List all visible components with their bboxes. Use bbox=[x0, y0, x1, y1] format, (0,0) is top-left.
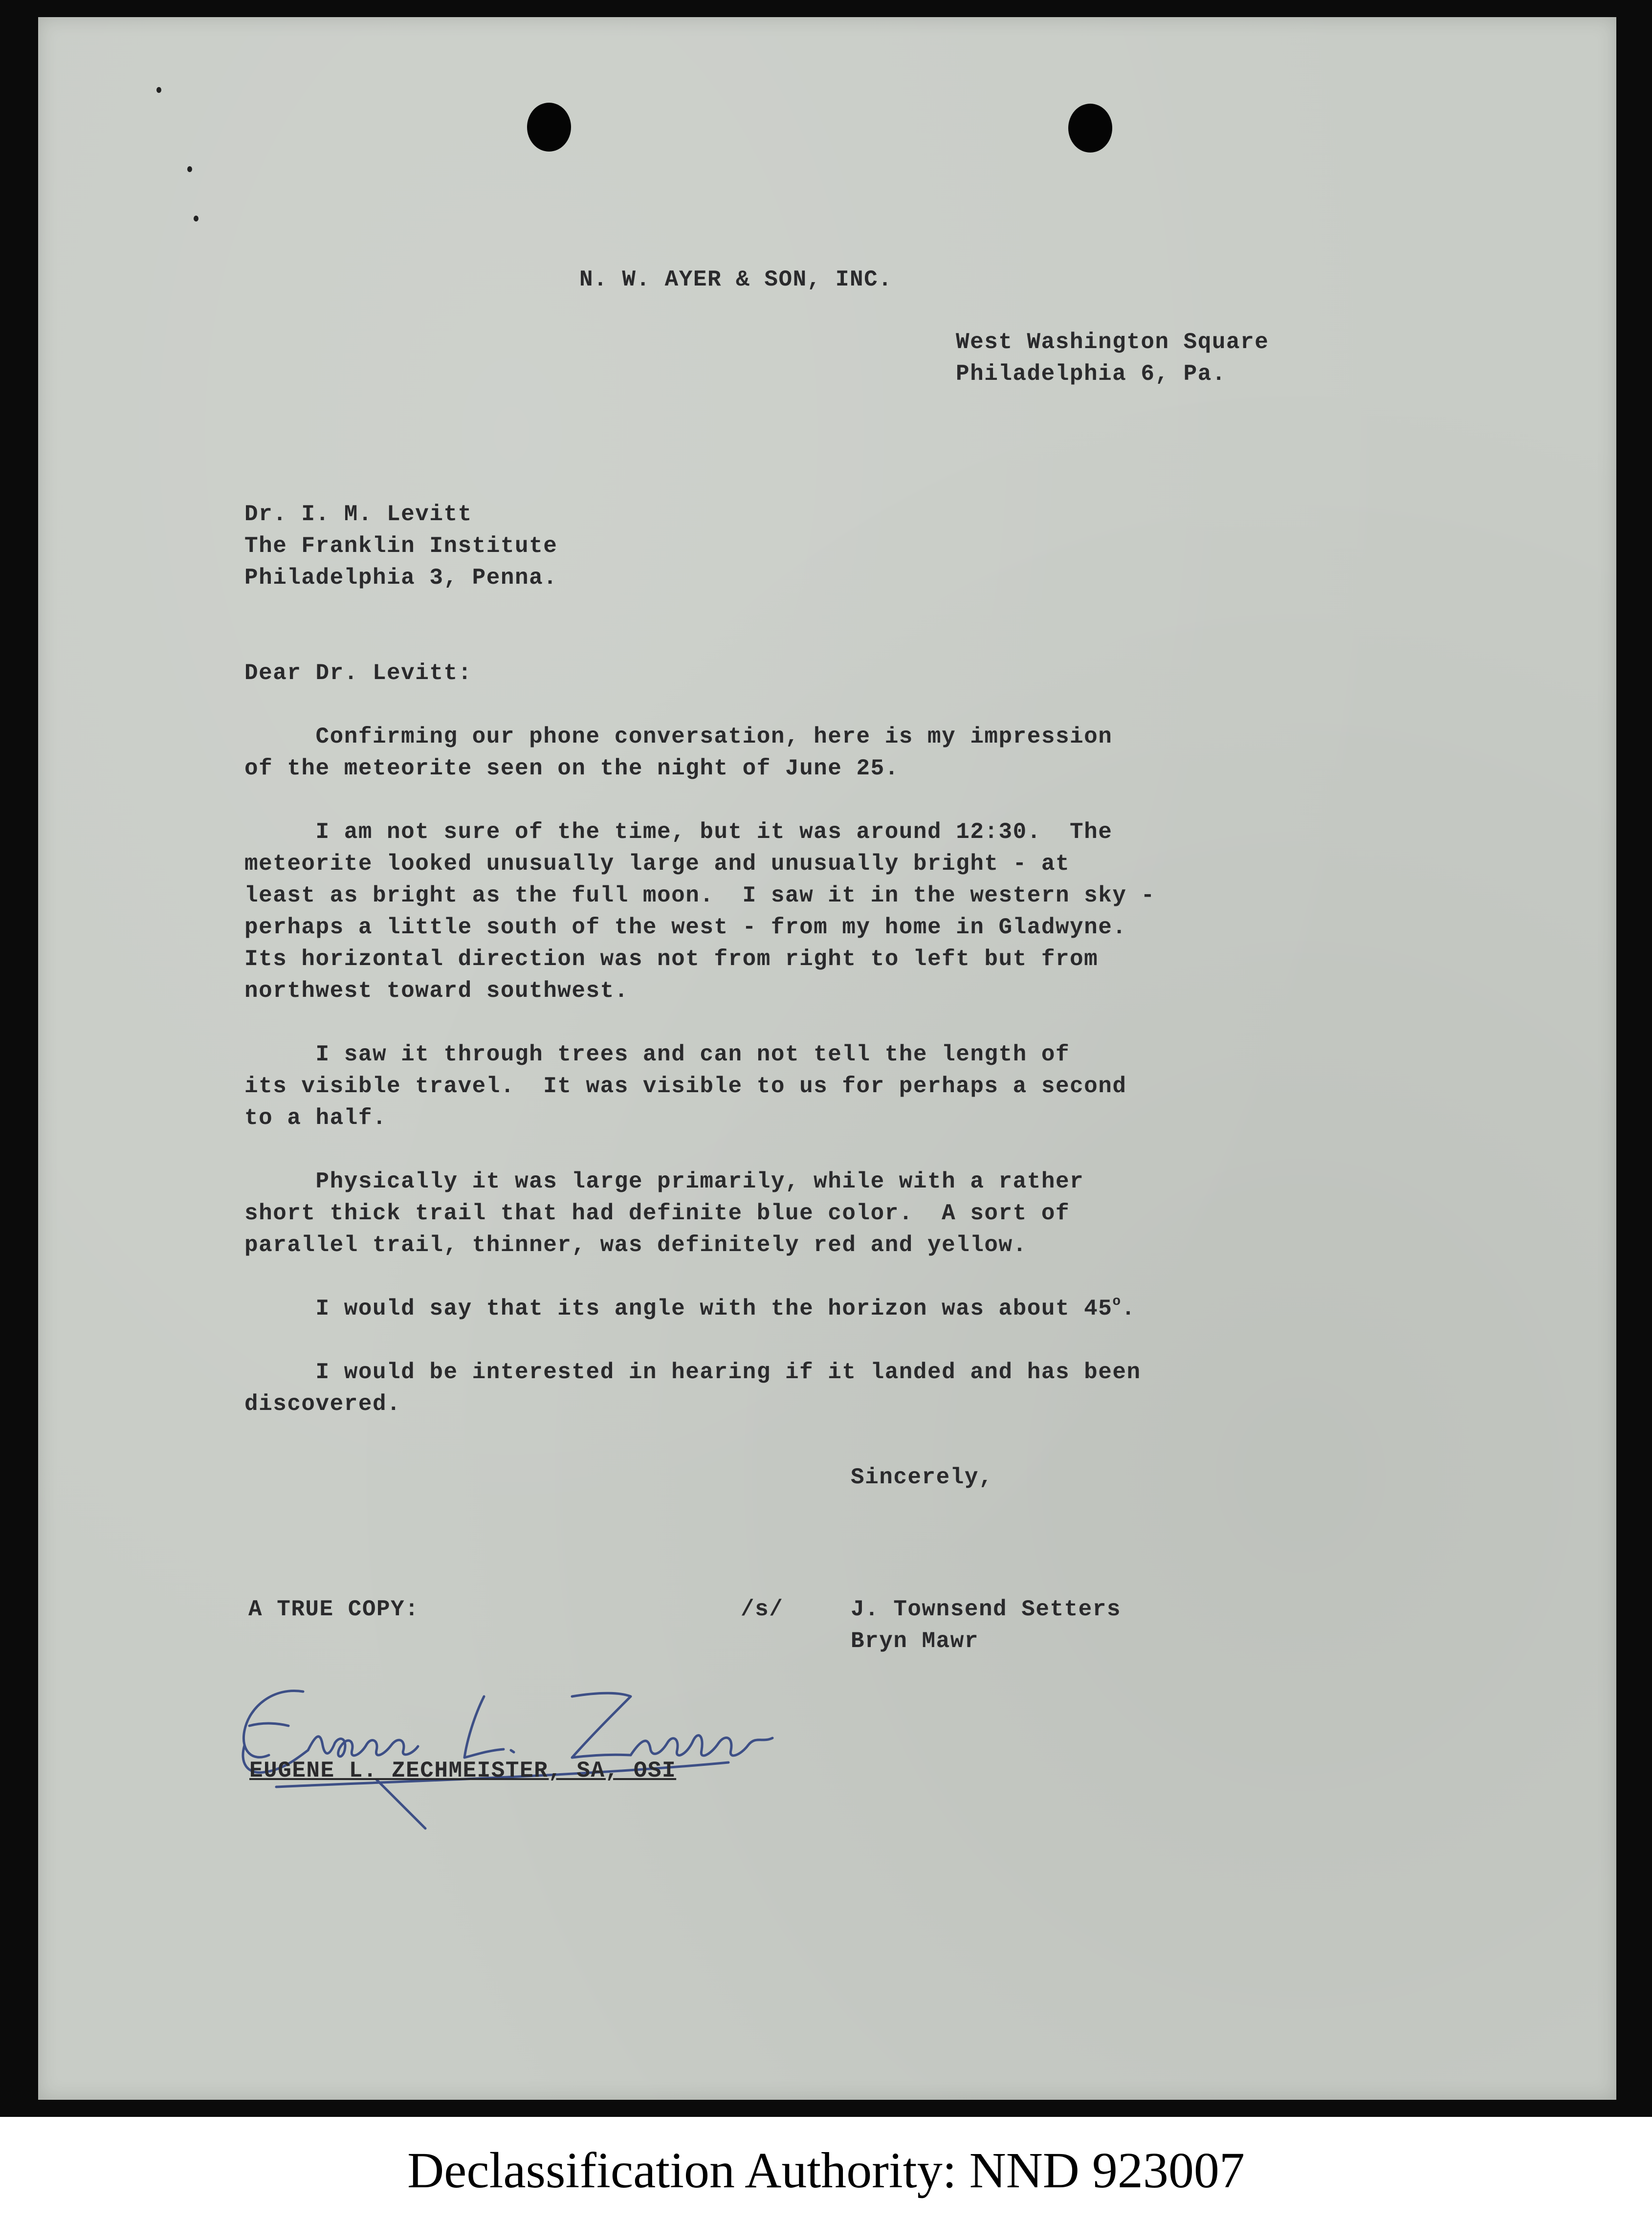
closing: Sincerely, bbox=[851, 1465, 993, 1490]
paragraph-line-end: . bbox=[1121, 1296, 1136, 1321]
paragraph-5 bbox=[244, 1293, 1136, 1325]
sender-address-city: Philadelphia 6, Pa. bbox=[956, 361, 1226, 387]
paragraph-line: I would be interested in hearing if it landed and has been bbox=[244, 1360, 1141, 1385]
certifier-name: EUGENE L. ZECHMEISTER, SA, OSI bbox=[249, 1758, 677, 1783]
punch-hole-left bbox=[527, 103, 571, 152]
declassification-caption: Declassification Authority: NND 923007 bbox=[407, 2142, 1245, 2199]
paragraph-line: perhaps a little south of the west - from my home in Gladwyne. bbox=[244, 915, 1127, 940]
paragraph-line: of the meteorite seen on the night of June 25. bbox=[244, 756, 899, 781]
recipient-city: Philadelphia 3, Penna. bbox=[244, 565, 558, 591]
paragraph-line: Confirming our phone conversation, here is my impression bbox=[244, 724, 1113, 749]
paper-speck bbox=[156, 87, 161, 93]
paragraph-line: parallel trail, thinner, was definitely red and yellow. bbox=[244, 1232, 1027, 1258]
recipient-name: Dr. I. M. Levitt bbox=[244, 502, 472, 527]
signer-name: J. Townsend Setters bbox=[851, 1597, 1121, 1622]
signed-mark: /s/ bbox=[741, 1597, 784, 1622]
paper-speck bbox=[187, 166, 192, 172]
paragraph-line: least as bright as the full moon. I saw it in the western sky - bbox=[244, 883, 1155, 908]
paragraph-line: discovered. bbox=[244, 1391, 401, 1417]
paragraph-line: northwest toward southwest. bbox=[244, 978, 629, 1004]
degree-superscript: o bbox=[1112, 1294, 1122, 1309]
paragraph-line: Physically it was large primarily, while with a rather bbox=[244, 1169, 1084, 1194]
sender-address-street: West Washington Square bbox=[956, 330, 1269, 355]
paragraph-line: Its horizontal direction was not from right to left but from bbox=[244, 946, 1099, 972]
paragraph-line: I saw it through trees and can not tell the length of bbox=[244, 1042, 1070, 1067]
paragraph-line: short thick trail that had definite blue color. A sort of bbox=[244, 1201, 1070, 1226]
paragraph-line: I would say that its angle with the horizon was about 45 bbox=[244, 1296, 1113, 1321]
paragraph-line: its visible travel. It was visible to us for perhaps a second bbox=[244, 1074, 1127, 1099]
paragraph-line: I am not sure of the time, but it was around 12:30. The bbox=[244, 819, 1113, 845]
recipient-organization: The Franklin Institute bbox=[244, 533, 558, 559]
company-name: N. W. AYER & SON, INC. bbox=[579, 267, 893, 292]
punch-hole-right bbox=[1068, 104, 1112, 153]
paragraph-line: meteorite looked unusually large and unusually bright - at bbox=[244, 851, 1070, 877]
paragraph-line: to a half. bbox=[244, 1105, 387, 1131]
paper-speck bbox=[194, 216, 198, 221]
signer-location: Bryn Mawr bbox=[851, 1628, 979, 1654]
true-copy-label: A TRUE COPY: bbox=[248, 1597, 419, 1622]
salutation: Dear Dr. Levitt: bbox=[244, 660, 472, 686]
